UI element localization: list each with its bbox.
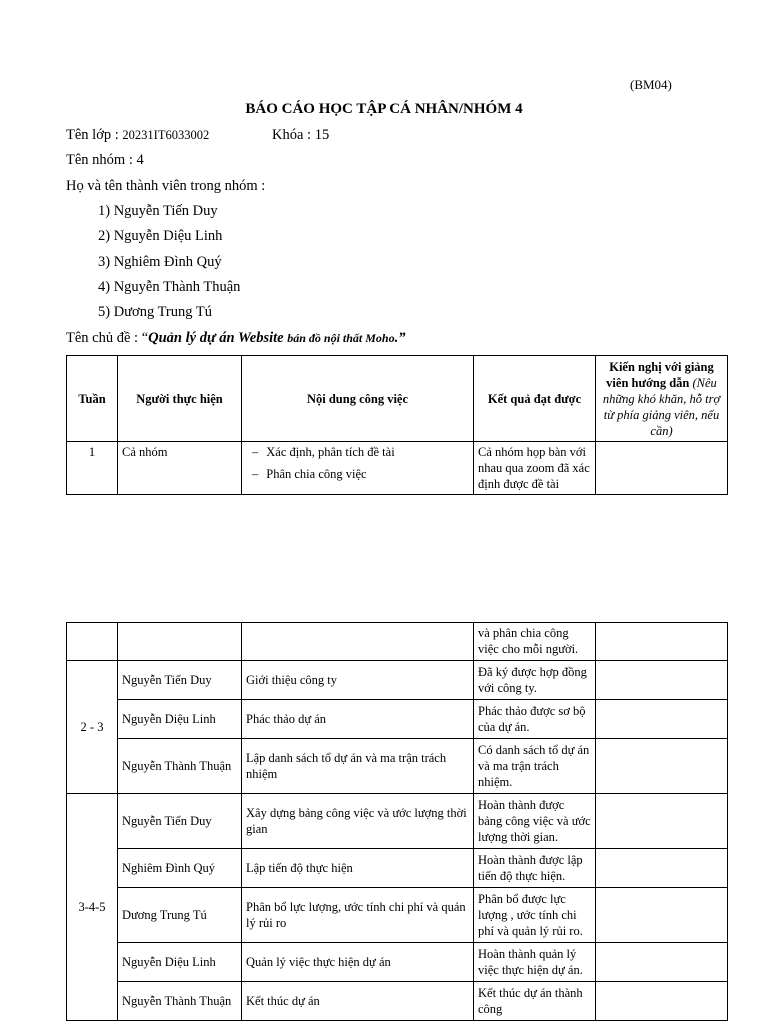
- header-content: Nội dung công việc: [242, 356, 474, 442]
- table-row: [67, 623, 728, 661]
- dash-bullet: –: [252, 467, 259, 481]
- member-5: 5) Dương Trung Tú: [98, 304, 212, 320]
- group-value: 4: [136, 152, 144, 168]
- result-cell: Hoàn thành được lập tiến độ thực hiện.: [474, 849, 596, 888]
- table-row: [67, 794, 728, 849]
- table-row: [67, 661, 728, 700]
- dash-bullet: –: [252, 445, 259, 459]
- table-row: [67, 700, 728, 739]
- table-row: [67, 442, 728, 495]
- group-line: [66, 151, 144, 169]
- cont-week: [67, 623, 118, 661]
- topic-line: [66, 329, 405, 347]
- cont-content: [242, 623, 474, 661]
- report-title: BÁO CÁO HỌC TẬP CÁ NHÂN/NHÓM 4: [245, 101, 523, 117]
- row1-week: 1: [67, 442, 118, 495]
- cont-recommend: [596, 623, 728, 661]
- recommend-cell: [596, 982, 728, 1021]
- result-cell: Đã ký được hợp đồng với công ty.: [474, 661, 596, 700]
- content-item-text: Xác định, phân tích đề tài: [266, 445, 395, 459]
- header-recommend-hint: (Nêu những khó khăn, hỗ trợ từ phía giảng viên, nếu cần): [602, 375, 721, 438]
- content-cell: Lập tiến độ thực hiện: [242, 849, 474, 888]
- row1-person: Cả nhóm: [118, 442, 242, 495]
- class-line: [66, 126, 209, 144]
- table-header-row: [67, 356, 728, 442]
- recommend-cell: [596, 943, 728, 982]
- cont-person: [118, 623, 242, 661]
- header-week: Tuần: [67, 356, 118, 442]
- topic-main: Quản lý dự án Website: [148, 330, 284, 346]
- person-cell: Dương Trung Tú: [118, 888, 242, 943]
- recommend-cell: [596, 849, 728, 888]
- table-row: [67, 849, 728, 888]
- header-result: Kết quả đạt được: [474, 356, 596, 442]
- table-row: [67, 888, 728, 943]
- course-value: 15: [314, 127, 330, 143]
- topic-label: Tên chủ đề :: [66, 330, 139, 346]
- recommend-cell: [596, 794, 728, 849]
- recommend-cell: [596, 888, 728, 943]
- content-item-text: Phân chia công việc: [266, 467, 367, 481]
- content-cell: Xây dựng bảng công việc và ước lượng thời gian: [242, 794, 474, 849]
- content-cell: Giới thiệu công ty: [242, 661, 474, 700]
- course-label: Khóa :: [272, 127, 312, 143]
- member-4: 4) Nguyễn Thành Thuận: [98, 279, 241, 295]
- group-label: Tên nhóm :: [66, 152, 133, 168]
- result-cell: Hoàn thành được bảng công việc và ước lượng thời gian.: [474, 794, 596, 849]
- result-cell: Hoàn thành quản lý việc thực hiện dự án.: [474, 943, 596, 982]
- member-3: 3) Nghiêm Đình Quý: [98, 254, 222, 270]
- topic-close: .”: [394, 330, 406, 346]
- table-row: [67, 943, 728, 982]
- result-cell: Kết thúc dự án thành công: [474, 982, 596, 1021]
- person-cell: Nguyễn Diệu Linh: [118, 700, 242, 739]
- content-cell: Phân bổ lực lượng, ước tính chi phí và quản lý rủi ro: [242, 888, 474, 943]
- person-cell: Nguyễn Tiến Duy: [118, 661, 242, 700]
- form-code: (BM04): [630, 77, 672, 92]
- class-value: 20231IT6033002: [122, 128, 210, 142]
- report-table-page1: [66, 355, 728, 495]
- header-recommend-title: Kiến nghị với giảng viên hướng dẫn: [606, 359, 714, 390]
- header-person: Người thực hiện: [118, 356, 242, 442]
- row1-recommend: [596, 442, 728, 495]
- table-row: [67, 739, 728, 794]
- person-cell: Nguyễn Thành Thuận: [118, 982, 242, 1021]
- member-1: 1) Nguyễn Tiến Duy: [98, 203, 218, 219]
- result-cell: Có danh sách tổ dự án và ma trận trách nhiệm.: [474, 739, 596, 794]
- row1-result: Cả nhóm họp bàn với nhau qua zoom đã xác định được đề tài: [474, 442, 596, 495]
- topic-open-quote: “: [141, 330, 149, 346]
- content-cell: Kết thúc dự án: [242, 982, 474, 1021]
- person-cell: Nghiêm Đình Quý: [118, 849, 242, 888]
- cont-result: và phân chia công việc cho mỗi người.: [474, 623, 596, 661]
- person-cell: Nguyễn Thành Thuận: [118, 739, 242, 794]
- table-row: [67, 982, 728, 1021]
- content-cell: Phác thảo dự án: [242, 700, 474, 739]
- content-item: [246, 444, 469, 460]
- recommend-cell: [596, 700, 728, 739]
- recommend-cell: [596, 739, 728, 794]
- content-cell: Lập danh sách tổ dự án và ma trận trách nhiệm: [242, 739, 474, 794]
- header-recommend: [596, 356, 728, 442]
- report-table-page2: [66, 622, 728, 1021]
- topic-small: bán đồ nội thất Moho: [287, 331, 395, 345]
- week-2-3: 2 - 3: [67, 661, 118, 794]
- member-2: 2) Nguyễn Diệu Linh: [98, 228, 223, 244]
- result-cell: Phác thảo được sơ bộ của dự án.: [474, 700, 596, 739]
- recommend-cell: [596, 661, 728, 700]
- row1-content: [242, 442, 474, 495]
- person-cell: Nguyễn Tiến Duy: [118, 794, 242, 849]
- result-cell: Phân bổ được lực lượng , ước tính chi phí và quản lý rủi ro.: [474, 888, 596, 943]
- week-3-4-5: 3-4-5: [67, 794, 118, 1021]
- content-item: [246, 466, 469, 482]
- course-line: [272, 126, 329, 144]
- content-cell: Quản lý việc thực hiện dự án: [242, 943, 474, 982]
- members-label: Họ và tên thành viên trong nhóm :: [66, 178, 266, 194]
- person-cell: Nguyễn Diệu Linh: [118, 943, 242, 982]
- class-label: Tên lớp :: [66, 127, 119, 143]
